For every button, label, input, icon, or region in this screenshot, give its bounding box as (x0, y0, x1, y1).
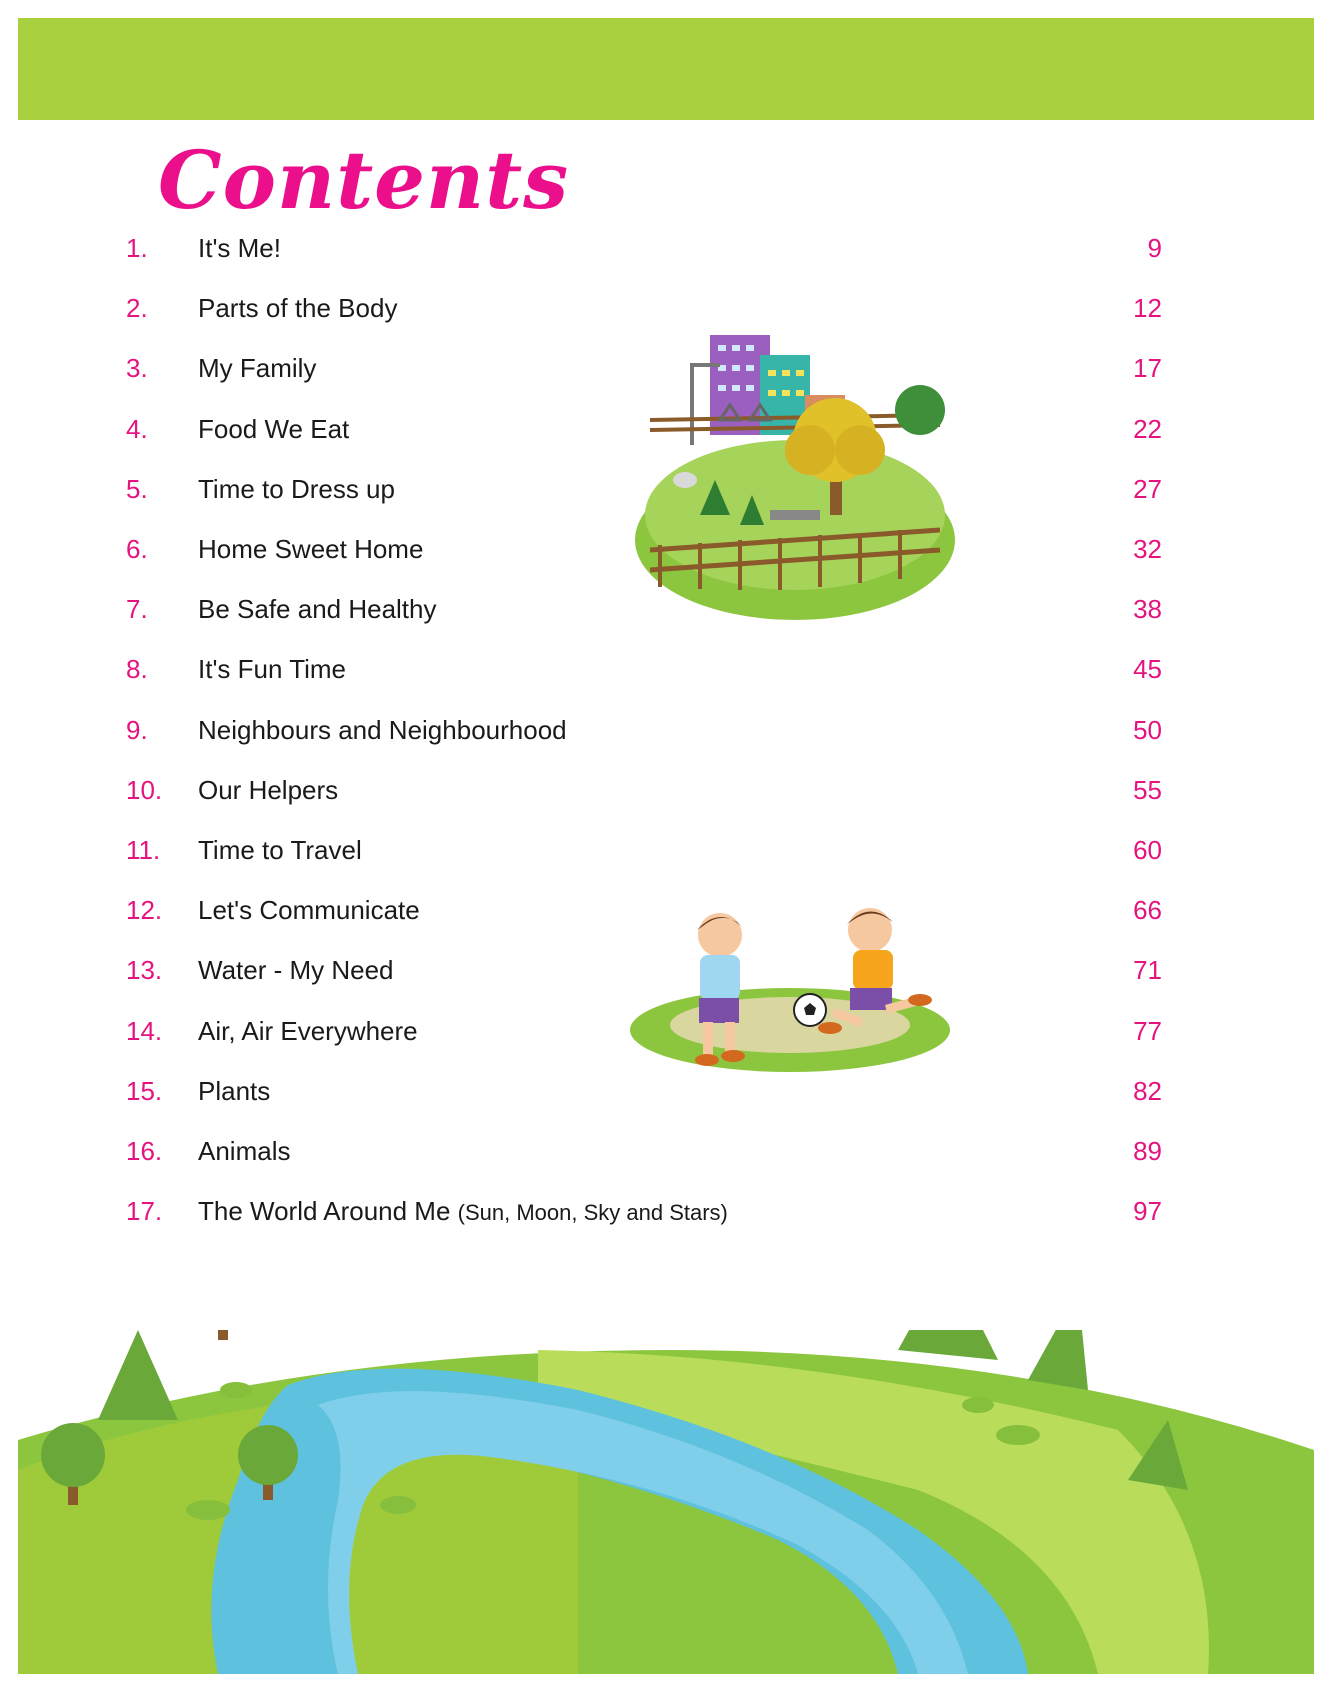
toc-entry-title-text: Food We Eat (198, 413, 350, 444)
toc-entry-page: 9 (1147, 233, 1162, 263)
toc-entry-title-text: It's Fun Time (198, 654, 347, 685)
kids-football-illustration (625, 900, 955, 1080)
toc-entry-page: 89 (1133, 1136, 1162, 1166)
toc-entry-number: 1. (126, 233, 148, 263)
toc-entry-title (198, 1016, 418, 1047)
toc-entry-number: 9. (126, 714, 148, 745)
toc-entry-title-text: Time to Travel (198, 835, 362, 865)
toc-entry-subtitle: (Sun, Moon, Sky and Stars) (457, 1200, 728, 1226)
toc-entry-title (198, 1136, 290, 1167)
toc-entry-title (198, 353, 316, 384)
toc-entry-page: 17 (1133, 353, 1162, 384)
toc-entry-title (198, 293, 397, 324)
toc-entry-page: 45 (1133, 654, 1162, 685)
toc-entry-title-text: The World Around Me (198, 1196, 451, 1227)
toc-entry-page: 60 (1133, 835, 1162, 865)
toc-entry-title-text: Our Helpers (198, 774, 339, 805)
toc-entry-number: 13. (126, 955, 163, 986)
toc-entry-number: 7. (126, 594, 148, 625)
landscape-illustration (18, 1330, 1314, 1674)
toc-entry-page: 66 (1133, 895, 1162, 926)
toc-entry-page: 27 (1133, 473, 1162, 504)
toc-entry-page: 50 (1133, 714, 1162, 745)
toc-entry-page: 12 (1133, 293, 1162, 324)
toc-entry-number: 14. (126, 1015, 163, 1046)
toc-entry-page: 97 (1133, 1196, 1162, 1227)
toc-entry-title (198, 895, 420, 926)
toc-entry-title (198, 775, 338, 806)
toc-entry-title-text: My Family (198, 353, 317, 384)
toc-entry (0, 1136, 1332, 1176)
toc-entry (0, 654, 1332, 694)
toc-entry (0, 715, 1332, 755)
toc-entry-title (198, 594, 437, 625)
toc-entry-title-text: It's Me! (198, 233, 281, 263)
toc-entry-title-text: Air, Air Everywhere (198, 1015, 418, 1046)
toc-entry-number: 6. (126, 534, 148, 564)
toc-entry-title-text: Home Sweet Home (198, 534, 424, 564)
toc-entry-title (198, 1196, 728, 1227)
toc-entry-page: 71 (1133, 955, 1162, 986)
toc-entry (0, 1196, 1332, 1236)
page-title: Contents (158, 133, 570, 227)
toc-entry-number: 3. (126, 353, 148, 384)
toc-entry-number: 16. (126, 1136, 163, 1166)
toc-entry-title-text: Let's Communicate (198, 895, 420, 926)
toc-entry-number: 8. (126, 654, 148, 685)
park-illustration (630, 325, 960, 625)
toc-entry-title-text: Water - My Need (198, 955, 394, 986)
toc-entry-number: 10. (126, 774, 163, 805)
toc-entry-title (198, 955, 394, 986)
toc-entry-number: 12. (126, 895, 163, 926)
toc-entry-title-text: Be Safe and Healthy (198, 594, 437, 625)
toc-entry-title (198, 233, 281, 264)
toc-entry-number: 4. (126, 413, 148, 444)
toc-entry-number: 15. (126, 1075, 163, 1106)
toc-entry-title-text: Plants (198, 1075, 271, 1106)
toc-entry-title-text: Animals (198, 1136, 291, 1166)
toc-entry-title (198, 414, 349, 445)
toc-entry-title-text: Time to Dress up (198, 473, 395, 504)
toc-entry-page: 55 (1133, 774, 1162, 805)
toc-entry-title-text: Parts of the Body (198, 293, 398, 324)
toc-entry-page: 82 (1133, 1075, 1162, 1106)
toc-entry-page: 77 (1133, 1015, 1162, 1046)
toc-entry-number: 2. (126, 293, 148, 324)
toc-entry-title (198, 534, 423, 565)
toc-entry-title (198, 715, 567, 746)
toc-entry-title (198, 835, 362, 866)
toc-entry-title (198, 474, 395, 505)
toc-entry-number: 17. (126, 1196, 163, 1227)
toc-entry-title-text: Neighbours and Neighbourhood (198, 714, 567, 745)
toc-entry (0, 233, 1332, 273)
toc-entry-title (198, 1076, 270, 1107)
toc-entry-page: 38 (1133, 594, 1162, 625)
toc-entry-page: 32 (1133, 534, 1162, 564)
toc-entry-number: 11. (126, 835, 161, 865)
toc-entry (0, 835, 1332, 875)
toc-entry-title (198, 654, 346, 685)
toc-entry (0, 1076, 1332, 1116)
top-color-band (18, 18, 1314, 120)
toc-entry-number: 5. (126, 473, 148, 504)
toc-entry-page: 22 (1133, 413, 1162, 444)
toc-entry (0, 775, 1332, 815)
